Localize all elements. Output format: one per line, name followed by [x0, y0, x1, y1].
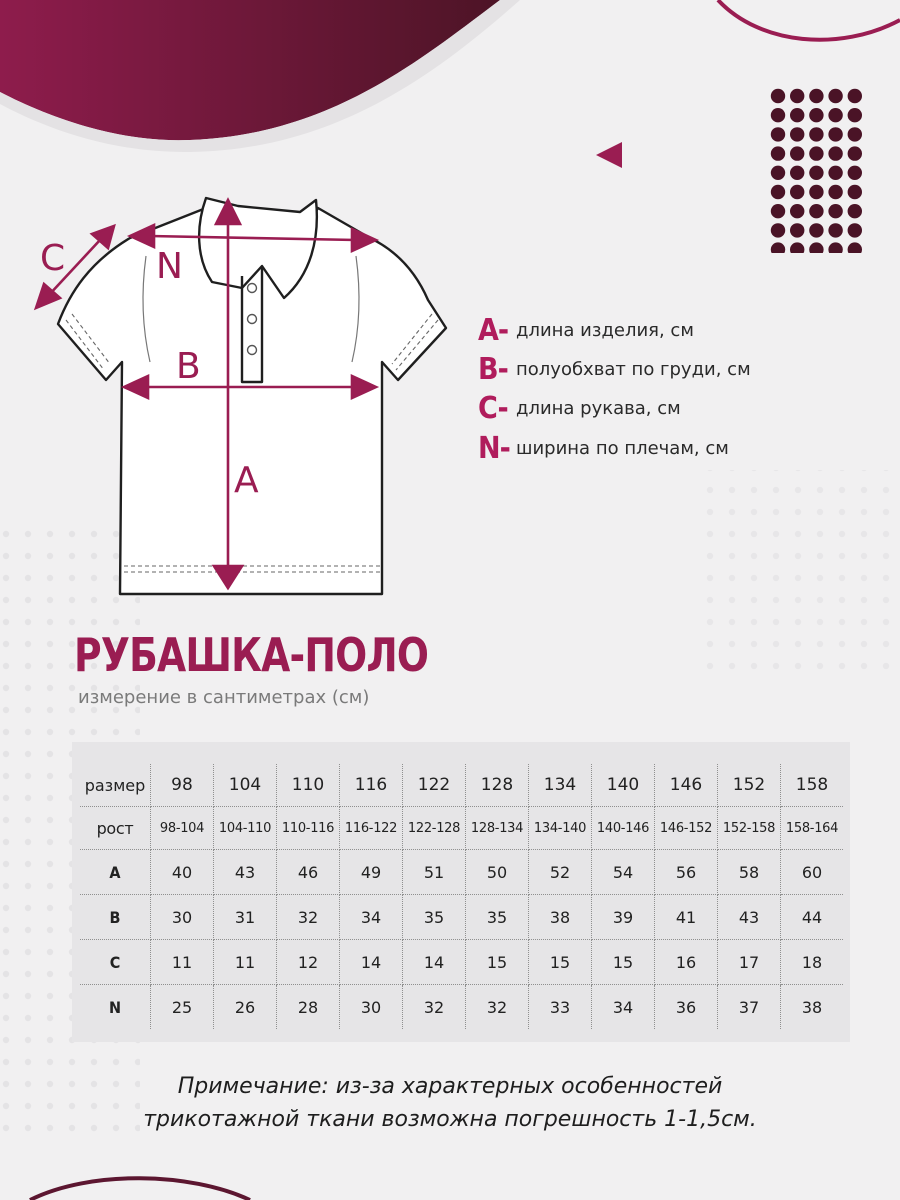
dot [771, 204, 785, 218]
dot [828, 127, 842, 141]
dot [790, 89, 804, 103]
dot [771, 185, 785, 199]
table-cell: 17 [718, 940, 781, 985]
table-cell: 104 [214, 764, 277, 807]
table-cell: 18 [781, 940, 844, 985]
table-cell: 122 [403, 764, 466, 807]
dot [771, 89, 785, 103]
dot [828, 204, 842, 218]
legend-item-a [478, 310, 694, 350]
dot [828, 223, 842, 237]
dot [809, 166, 823, 180]
dot [848, 146, 862, 160]
table-cell: 128-134 [466, 807, 529, 850]
table-cell: 32 [277, 895, 340, 940]
button [248, 315, 257, 324]
dot [848, 204, 862, 218]
table-cell: 44 [781, 895, 844, 940]
note-line: Примечание: из-за характерных особенностей [177, 1074, 723, 1099]
table-cell: 52 [529, 850, 592, 895]
table-cell: 98-104 [151, 807, 214, 850]
dot [809, 185, 823, 199]
row-header: N [80, 985, 151, 1030]
legend-item-n [478, 428, 729, 468]
table-cell: 50 [466, 850, 529, 895]
table-cell: 146-152 [655, 807, 718, 850]
table-cell: 30 [340, 985, 403, 1030]
table-cell: 104-110 [214, 807, 277, 850]
table-cell: 60 [781, 850, 844, 895]
dot [848, 242, 862, 253]
button [248, 284, 257, 293]
table-cell: 16 [655, 940, 718, 985]
table-cell: 38 [801, 997, 823, 1017]
dot [809, 242, 823, 253]
table-cell: 35 [466, 895, 529, 940]
dot [828, 146, 842, 160]
table-cell: 31 [214, 895, 277, 940]
table-cell: 158 [781, 764, 844, 807]
table-cell: 11 [214, 940, 277, 985]
dot [771, 166, 785, 180]
table-cell: 43 [214, 850, 277, 895]
dot [790, 185, 804, 199]
dot [809, 89, 823, 103]
dot [771, 108, 785, 122]
dot [790, 223, 804, 237]
legend-text: ширина по плечам, см [516, 437, 729, 459]
dot [848, 127, 862, 141]
legend-key: B- [478, 351, 508, 387]
legend-text: длина рукава, см [516, 397, 681, 419]
table-cell: 35 [403, 895, 466, 940]
table-cell: 15 [529, 940, 592, 985]
table-cell: 51 [403, 850, 466, 895]
dot [809, 204, 823, 218]
size-table [80, 764, 843, 1029]
table-cell: 39 [592, 895, 655, 940]
dot [848, 166, 862, 180]
dot [848, 223, 862, 237]
button [248, 346, 257, 355]
note-line: трикотажной ткани возможна погрешность 1-1,5см. [143, 1107, 757, 1132]
dot [848, 89, 862, 103]
table-cell: 134 [529, 764, 592, 807]
dot [771, 127, 785, 141]
table-cell: 34 [592, 985, 655, 1030]
dot [809, 146, 823, 160]
table-cell: 152 [718, 764, 781, 807]
row-header: A [80, 850, 151, 895]
dimension-label-b: B [176, 346, 201, 387]
dot [771, 146, 785, 160]
dot [771, 223, 785, 237]
table-cell: 140 [592, 764, 655, 807]
table-row [80, 895, 843, 940]
table-cell: 134-140 [529, 807, 592, 850]
table-cell: 33 [529, 985, 592, 1030]
table-cell: 110 [277, 764, 340, 807]
dot [828, 108, 842, 122]
dots-grid-decor [770, 88, 865, 253]
legend-key: A- [478, 312, 509, 348]
legend-item-c [478, 388, 681, 428]
table-cell: 11 [151, 940, 214, 985]
polo-shirt-diagram [0, 0, 470, 610]
table-cell: 49 [340, 850, 403, 895]
table-cell: 122-128 [403, 807, 466, 850]
dot [828, 185, 842, 199]
table-cell: 56 [655, 850, 718, 895]
dot [848, 108, 862, 122]
table-cell: 46 [277, 850, 340, 895]
table-cell: 36 [655, 985, 718, 1030]
dimension-label-c: C [40, 238, 66, 279]
table-cell: 32 [403, 985, 466, 1030]
note [0, 1070, 900, 1136]
table-cell: 15 [592, 940, 655, 985]
table-cell: 110-116 [277, 807, 340, 850]
table-cell: 158-164 [781, 807, 844, 850]
table-cell: 152-158 [718, 807, 781, 850]
table-cell: 28 [277, 985, 340, 1030]
table-cell: 14 [340, 940, 403, 985]
dot [790, 242, 804, 253]
table-cell: 34 [340, 895, 403, 940]
dot [848, 185, 862, 199]
legend-key: C- [478, 390, 508, 426]
table-cell: 38 [529, 895, 592, 940]
dot [828, 242, 842, 253]
table-cell: 14 [403, 940, 466, 985]
dimension-label-a: A [234, 460, 259, 501]
table-cell: 146 [655, 764, 718, 807]
row-header: C [80, 940, 151, 985]
table-cell: 140-146 [592, 807, 655, 850]
table-row [80, 850, 843, 895]
table-row [80, 764, 843, 807]
table-cell: 25 [151, 985, 214, 1030]
table-cell: 26 [214, 985, 277, 1030]
table-cell: 54 [592, 850, 655, 895]
dot [771, 242, 785, 253]
table-cell: 58 [718, 850, 781, 895]
table-row [80, 940, 843, 985]
dot [790, 204, 804, 218]
legend-text: полуобхват по груди, см [516, 358, 751, 380]
dot [809, 127, 823, 141]
dot [828, 89, 842, 103]
table-row [80, 807, 843, 850]
table-cell: 116-122 [340, 807, 403, 850]
page-subtitle: измерение в сантиметрах (см) [78, 687, 370, 708]
dot [828, 166, 842, 180]
legend-item-b [478, 349, 751, 389]
dot [790, 108, 804, 122]
table-cell: 128 [466, 764, 529, 807]
dot [790, 146, 804, 160]
table-cell: 116 [340, 764, 403, 807]
table-cell: 32 [466, 985, 529, 1030]
table-cell: 30 [151, 895, 214, 940]
table-cell: 43 [718, 895, 781, 940]
row-header: размер [80, 764, 151, 807]
table-cell: 98 [151, 764, 214, 807]
page-title: РУБАШКА-ПОЛО [74, 628, 429, 682]
table-cell: 12 [277, 940, 340, 985]
dimension-label-n: N [156, 246, 183, 287]
table-cell: 15 [466, 940, 529, 985]
table-cell: 40 [151, 850, 214, 895]
table-cell: 37 [718, 985, 781, 1030]
row-header: B [80, 895, 151, 940]
dot [790, 127, 804, 141]
legend-key: N- [478, 430, 510, 466]
dot [790, 166, 804, 180]
legend-text: длина изделия, см [516, 319, 694, 341]
dot [809, 223, 823, 237]
row-header: рост [80, 807, 151, 850]
table-cell: 41 [655, 895, 718, 940]
dot [809, 108, 823, 122]
table-row [80, 985, 843, 1030]
